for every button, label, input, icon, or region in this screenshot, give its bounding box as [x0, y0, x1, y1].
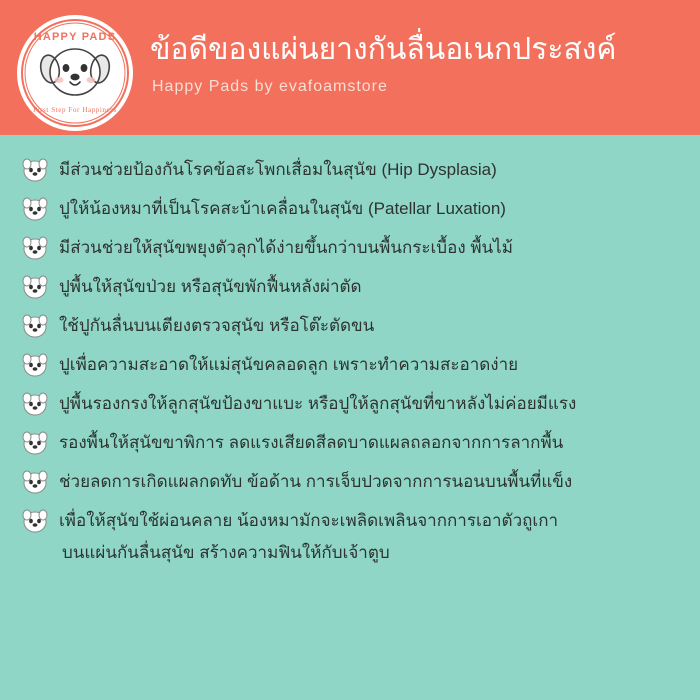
paw-bullet-icon — [20, 506, 50, 536]
list-item-text: เพื่อให้สุนัขใช้ผ่อนคลาย น้องหมามักจะเพลิดเพลินจากการเอาตัวถูเกา — [59, 511, 559, 530]
list-item — [0, 504, 700, 566]
brand-logo — [14, 12, 136, 134]
paw-bullet-icon — [20, 272, 50, 302]
list-item-text-line2: บนแผ่นกันลื่นสุนัข สร้างความฟินให้กับเจ้าตูบ — [62, 543, 390, 562]
paw-bullet-icon — [20, 233, 50, 263]
list-item — [0, 387, 700, 425]
list-item — [0, 153, 700, 191]
list-item-text-block — [59, 504, 558, 566]
poster-header — [0, 0, 700, 135]
paw-bullet-icon — [20, 428, 50, 458]
list-item-text: ช่วยลดการเกิดแผลกดทับ ข้อด้าน การเจ็บปวดจากการนอนบนพื้นที่แข็ง — [59, 472, 573, 491]
header-text-block — [150, 30, 686, 100]
list-item — [0, 426, 700, 464]
paw-bullet-icon — [20, 311, 50, 341]
svg-text:First Step For Happiness: First Step For Happiness — [33, 106, 117, 114]
list-item-text: มีส่วนช่วยให้สุนัขพยุงตัวลุกได้ง่ายขึ้นกว่าบนพื้นกระเบื้อง พื้นไม้ — [59, 238, 513, 257]
list-item — [0, 348, 700, 386]
paw-bullet-icon — [20, 155, 50, 185]
list-item-text: รองพื้นให้สุนัขขาพิการ ลดแรงเสียดสีลดบาดแผลถลอกจากการลากพื้น — [59, 433, 564, 452]
list-item — [0, 270, 700, 308]
list-item — [0, 192, 700, 230]
benefits-list — [0, 135, 700, 567]
list-item — [0, 231, 700, 269]
list-item — [0, 309, 700, 347]
svg-text:HAPPY PADS: HAPPY PADS — [33, 31, 117, 43]
list-item-text: ปูพื้นให้สุนัขป่วย หรือสุนัขพักฟื้นหลังผ่าตัด — [59, 277, 362, 296]
list-item-text: มีส่วนช่วยป้องกันโรคข้อสะโพกเสื่อมในสุนัข (Hip Dysplasia) — [59, 160, 497, 179]
page-title: ข้อดีของแผ่นยางกันลื่นอเนกประสงค์ — [150, 33, 617, 66]
list-item-text: ปูพื้นรองกรงให้ลูกสุนัขป้องขาแบะ หรือปูให้ลูกสุนัขที่ขาหลังไม่ค่อยมีแรง — [59, 394, 577, 413]
list-item — [0, 465, 700, 503]
page-subtitle: Happy Pads by evafoamstore — [152, 78, 388, 95]
list-item-text: ใช้ปูกันลื่นบนเตียงตรวจสุนัข หรือโต๊ะตัดขน — [59, 316, 375, 335]
paw-bullet-icon — [20, 389, 50, 419]
list-item-text: ปูเพื่อความสะอาดให้แม่สุนัขคลอดลูก เพราะทำความสะอาดง่าย — [59, 355, 519, 374]
paw-bullet-icon — [20, 467, 50, 497]
paw-bullet-icon — [20, 194, 50, 224]
paw-bullet-icon — [20, 350, 50, 380]
list-item-text: ปูให้น้องหมาที่เป็นโรคสะบ้าเคลื่อนในสุนัข (Patellar Luxation) — [59, 199, 506, 218]
